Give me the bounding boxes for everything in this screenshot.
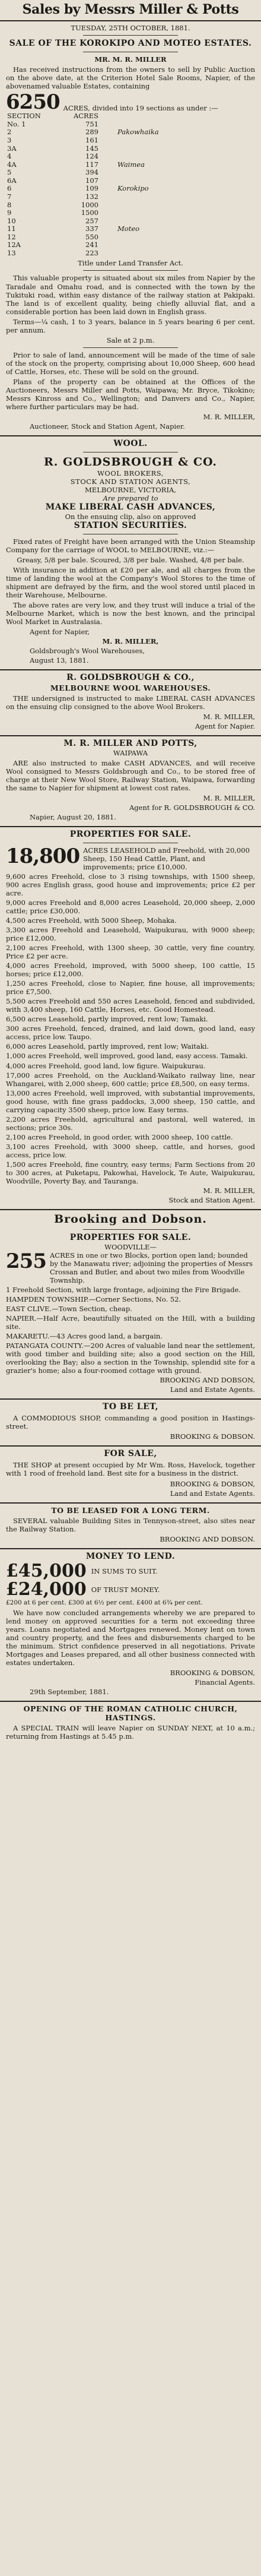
section-number: 11 bbox=[7, 224, 16, 233]
property-lot: 2,100 acres Freehold, in good order, with 2000 sheep, 100 cattle. bbox=[6, 1132, 233, 1141]
lease-body: SEVERAL valuable Building Sites in Tennyson-street, also sites near the Railway Station. bbox=[6, 1516, 255, 1533]
property-lot: 300 acres Freehold, fenced, drained, and laid down, good land, easy access, price low. Taupo. bbox=[6, 1024, 255, 1042]
firm-city: MELBOURNE, VICTORIA, bbox=[85, 486, 176, 495]
securities-text: STATION SECURITIES. bbox=[74, 521, 187, 531]
firm-sub1: WOOL BROKERS, bbox=[97, 469, 164, 477]
wool-heading: WOOL. bbox=[113, 438, 148, 448]
signature-name: M. R. MILLER, bbox=[203, 794, 255, 802]
property-lot: 3,100 acres Freehold, with 3000 sheep, cattle, and horses, good access, price low. bbox=[6, 1142, 255, 1159]
section-row bbox=[6, 161, 255, 169]
sale-heading: SALE OF THE KOROKIPO AND MOTEO ESTATES. bbox=[9, 39, 252, 49]
sale-time: Sale at 2 p.m. bbox=[106, 336, 155, 344]
church-body: A SPECIAL TRAIN will leave Napier on SUNDAY NEXT, at 10 a.m.; returning from Hastings at 5.45 p.m. bbox=[6, 1724, 255, 1741]
sale-body: Has received instructions from the owners to sell by Public Auction on the above date, at the Criterion Hotel Sale Rooms, Napier, of the abovenamed valuable Estates, containing bbox=[6, 65, 255, 91]
property-lot: 2,100 acres Freehold, with 1300 sheep, 30 cattle, very fine country. Price £2 per acre. bbox=[6, 944, 255, 961]
section-number: 3 bbox=[7, 136, 12, 145]
rates-note: The above rates are very low, and they trust will induce a trial of the Melbourne Market, which is now the best known, and the principal Wool Market in Australasia. bbox=[6, 601, 255, 626]
district-cell bbox=[100, 249, 255, 258]
section-row bbox=[6, 241, 255, 249]
signature-name: M. R. MILLER, bbox=[203, 1186, 255, 1195]
section-number: 6A bbox=[7, 176, 17, 185]
section-row bbox=[6, 137, 255, 145]
property-lot: EAST CLIVE.—Town Section, cheap. bbox=[6, 1305, 132, 1314]
property-lot: 2,200 acres Freehold, agricultural and pastoral, well watered, in sections; price 30s. bbox=[6, 1115, 255, 1132]
sale-terms: Terms—¼ cash, 1 to 3 years, balance in 5 years bearing 6 per cent. per annum. bbox=[6, 317, 255, 334]
signature-name: BROOKING AND DOBSON, bbox=[160, 1376, 255, 1385]
section-acres: 1500 bbox=[81, 208, 98, 217]
properties-for-sale-ad bbox=[0, 827, 261, 1210]
property-lot: 13,000 acres Freehold, well improved, with substantial improvements, good house, with fine grass paddocks, 3,000 sheep, 150 cattle, and carrying capacity 3500 sheep, price low. Easy terms. bbox=[6, 1088, 255, 1114]
section-row bbox=[6, 217, 255, 226]
section-acres: 132 bbox=[85, 192, 98, 201]
masthead-section bbox=[0, 0, 261, 21]
money-body: We have now concluded arrangements whereby we are prepared to lend money on approved securities for a term not exceeding three years. Loans negotiated and Mortgages renewed. Money lent on town and country property, and the fees and disbursements charged to be the minimum. Strict confidence preserved in all negotiations. Private Mortgages and Leases prepared, and all other business connected with estates undertaken. bbox=[6, 1608, 255, 1667]
district-name: Waimea bbox=[117, 160, 145, 169]
brooking-property-list bbox=[6, 1286, 255, 1375]
signature-name: BROOKING AND DOBSON. bbox=[160, 1534, 255, 1543]
section-row bbox=[6, 193, 255, 201]
section-row bbox=[6, 185, 255, 193]
col-section: SECTION bbox=[7, 112, 41, 121]
section-acres: 161 bbox=[85, 136, 98, 145]
section-acres: 117 bbox=[85, 160, 98, 169]
woodville-block bbox=[6, 1251, 255, 1284]
property-lot: 6,500 acres Leasehold, partly improved, rent low; Tamaki. bbox=[6, 1015, 208, 1024]
firm-name: R. GOLDSBROUGH & CO. bbox=[43, 455, 218, 469]
section-row bbox=[6, 209, 255, 217]
for-sale-shop-ad bbox=[0, 1447, 261, 1503]
properties-heading: PROPERTIES FOR SALE. bbox=[69, 830, 192, 840]
warehouse-heading: R. GOLDSBROUGH & CO., bbox=[66, 673, 195, 683]
acres-number: 6250 bbox=[6, 90, 60, 115]
miller-potts-heading: M. R. MILLER AND POTTS, bbox=[63, 738, 198, 748]
lease-heading: TO BE LEASED FOR A LONG TERM. bbox=[51, 1505, 210, 1515]
amount2-block bbox=[6, 1580, 255, 1599]
section-number: 8 bbox=[7, 200, 12, 209]
to-be-let-body: A COMMODIOUS SHOP, commanding a good position in Hastings-street. bbox=[6, 1414, 255, 1431]
prepared-text: Are prepared to bbox=[103, 494, 158, 503]
woodville-text: ACRES in one or two Blocks, portion open land; bounded by the Manawatu river; adjoining the properties of Messrs Crossan and Butler, and about two miles from Woodville Township. bbox=[49, 1251, 253, 1285]
signature-title: Auctioneer, Stock and Station Agent, Napier. bbox=[30, 422, 185, 431]
section-number: 10 bbox=[7, 216, 16, 225]
section-number: 2 bbox=[7, 128, 12, 137]
district-name: Korokipo bbox=[117, 184, 149, 193]
section-row bbox=[6, 121, 255, 129]
section-row bbox=[6, 128, 255, 137]
property-lot: 1 Freehold Section, with large frontage, adjoining the Fire Brigade. bbox=[6, 1286, 241, 1295]
agent-address: Goldsbrough's Wool Warehouses, bbox=[30, 647, 145, 656]
property-lot: 4,000 acres Freehold, good land, low figure. Waipukurau. bbox=[6, 1061, 206, 1070]
amount2-text: OF TRUST MONEY. bbox=[91, 1586, 160, 1594]
property-lot: 17,000 acres Freehold, on the Auckland-Waikato railway line, near Whangarei, with 2,000 sheep, 600 cattle; price £8,500, on easy terms. bbox=[6, 1071, 255, 1088]
acres-block bbox=[6, 90, 255, 115]
col-acres: ACRES bbox=[73, 112, 98, 121]
church-opening-ad bbox=[0, 1702, 261, 1746]
district-cell bbox=[100, 201, 255, 210]
firm-sub2: STOCK AND STATION AGENTS, bbox=[70, 477, 191, 486]
district-cell bbox=[100, 145, 255, 153]
lease-ad bbox=[0, 1504, 261, 1549]
district-cell bbox=[100, 153, 255, 161]
section-number: No. 1 bbox=[7, 119, 26, 128]
property-lot: 3,300 acres Freehold and Leasehold, Waipukurau, with 9000 sheep; price £12,000. bbox=[6, 926, 255, 943]
wool-brokers-ad bbox=[0, 436, 261, 671]
signature-name: M. R. MILLER, bbox=[203, 412, 255, 421]
signature-title: Land and Estate Agents. bbox=[170, 1385, 255, 1394]
brooking-properties-heading: PROPERTIES FOR SALE. bbox=[69, 1232, 192, 1242]
woodville-label: WOODVILLE— bbox=[104, 1243, 157, 1251]
district-cell bbox=[100, 193, 255, 201]
district-cell bbox=[100, 137, 255, 145]
property-lot: HAMPDEN TOWNSHIP.—Corner Sections, No. 52. bbox=[6, 1295, 182, 1304]
district-cell bbox=[100, 241, 255, 249]
section-number: 12A bbox=[7, 240, 21, 249]
agent-name: M. R. MILLER, bbox=[102, 637, 159, 646]
woodville-acres: 255 bbox=[6, 1249, 46, 1274]
property-lot: 5,500 acres Freehold and 550 acres Leasehold, fenced and subdivided, with 3,400 sheep, 160 Cattle, Horses, etc. Good Homestead. bbox=[6, 997, 255, 1014]
amount1: £45,000 bbox=[6, 1560, 87, 1581]
district-cell bbox=[100, 217, 255, 226]
section-acres: 241 bbox=[85, 240, 98, 249]
sections-table bbox=[6, 112, 255, 257]
miller-potts-sub: WAIPAWA bbox=[113, 748, 148, 757]
goldsbrough-warehouse-ad bbox=[0, 670, 261, 736]
agent-label: Agent for Napier, bbox=[30, 628, 90, 637]
section-acres: 257 bbox=[85, 216, 98, 225]
section-acres: 124 bbox=[85, 152, 98, 161]
district-name: Pakowhaika bbox=[117, 128, 159, 137]
amount1-block bbox=[6, 1562, 255, 1581]
district-cell bbox=[100, 177, 255, 185]
section-row bbox=[6, 153, 255, 161]
miller-potts-body: ARE also instructed to make CASH ADVANCES, and will receive Wool consigned to Messrs Goldsbrough and Co., to be stored free of charge at their New Wool Store, Railway Station, Waipawa, forwarding the same to Napier for shipment at lowest cost rates. bbox=[6, 758, 255, 792]
section-row bbox=[6, 201, 255, 210]
advance-text: MAKE LIBERAL CASH ADVANCES, bbox=[45, 502, 216, 512]
section-acres: 223 bbox=[85, 248, 98, 257]
amount2: £24,000 bbox=[6, 1579, 87, 1600]
section-number: 4 bbox=[7, 152, 12, 161]
amount1-text: IN SUMS TO SUIT. bbox=[91, 1567, 158, 1575]
section-acres: 109 bbox=[85, 184, 98, 193]
signature-title: Agent for Napier. bbox=[195, 721, 255, 730]
sale-date: TUESDAY, 25TH OCTOBER, 1881. bbox=[71, 24, 190, 33]
section-number: 6 bbox=[7, 184, 12, 193]
property-lot: PATANGATA COUNTY.—200 Acres of valuable land near the settlement, with good timber and building site; also a good section on the Hill, overlooking the Bay; also a section in the Township, splendid site for a grazier's home; also a four-roomed cottage with ground. bbox=[6, 1341, 255, 1375]
property-lot: 1,500 acres Freehold, fine country, easy terms; Farm Sections from 20 to 300 acres, at Puketapu, Pakowhai, Havelock, Te Aute, Waipukurau, Woodville, Poverty Bay, and Tauranga. bbox=[6, 1160, 255, 1185]
section-acres: 751 bbox=[85, 119, 98, 128]
property-lot: 9,600 acres Freehold, close to 3 rising townships, with 1500 sheep, 900 acres English grass, good house and improvements; price £2 per acre. bbox=[6, 872, 255, 898]
to-be-let-ad bbox=[0, 1400, 261, 1447]
section-acres: 550 bbox=[85, 232, 98, 241]
section-row bbox=[6, 225, 255, 233]
brooking-dobson-ad bbox=[0, 1210, 261, 1400]
for-sale-body: THE SHOP at present occupied by Mr Wm. Ross, Havelock, together with 1 rood of freehold land. Best site for a business in the district. bbox=[6, 1461, 255, 1478]
advance-sub: On the ensuing clip, also on approved bbox=[65, 512, 196, 521]
acres-text: ACRES, divided into 19 sections as under :— bbox=[63, 104, 218, 113]
district-cell bbox=[100, 169, 255, 177]
section-row bbox=[6, 233, 255, 242]
notice-date: Napier, August 20, 1881. bbox=[30, 813, 116, 822]
signature-title: Land and Estate Agents. bbox=[170, 1489, 255, 1498]
section-acres: 394 bbox=[85, 168, 98, 177]
auctioneer-name: MR. M. R. MILLER bbox=[94, 55, 167, 64]
freight-text: Fixed rates of Freight have been arranged with the Union Steamship Company for the carriage of WOOL to MELBOURNE, viz.:— bbox=[6, 537, 255, 555]
korokipo-sale-ad bbox=[0, 21, 261, 436]
property-lot: 6,000 acres Leasehold, partly improved, rent low; Waitaki. bbox=[6, 1042, 209, 1051]
section-acres: 107 bbox=[85, 176, 98, 185]
property-lot: 1,250 acres Freehold, close to Napier, fine house, all improvements; price £7,500. bbox=[6, 979, 255, 996]
miller-potts-ad bbox=[0, 736, 261, 827]
section-number: 4A bbox=[7, 160, 17, 169]
warehouse-sub: MELBOURNE WOOL WAREHOUSES. bbox=[50, 683, 211, 692]
divider bbox=[83, 270, 178, 271]
signature-title: Financial Agents. bbox=[195, 1678, 255, 1686]
estate-description: This valuable property is situated about six miles from Napier by the Taradale and Omahu road, and is connected with the town by the Tukituki road, within easy distance of the railway station at Pakipaki. The land is of excellent quality, being chiefly alluvial flat, and a considerable portion has been laid down in English grass. bbox=[6, 274, 255, 316]
plans-notice: Plans of the property can be obtained at the Offices of the Auctioneers, Messrs Miller and Potts, Waipawa; Mr. Bryce, Tikokino; Messrs Kinross and Co., Wellington; and Danvers and Co., Napier, where further particulars may be had. bbox=[6, 377, 255, 411]
money-heading: MONEY TO LEND. bbox=[85, 1551, 176, 1561]
section-number: 5 bbox=[7, 168, 12, 177]
divider bbox=[83, 347, 178, 348]
masthead-title: Sales by Messrs Miller & Potts bbox=[22, 2, 239, 17]
divider bbox=[83, 1229, 178, 1230]
church-heading: OPENING OF THE ROMAN CATHOLIC CHURCH, HASTINGS. bbox=[23, 1704, 238, 1723]
section-acres: 145 bbox=[85, 144, 98, 153]
property-lot: 4,000 acres Freehold, improved, with 5000 sheep, 100 cattle, 15 horses; price £12,000. bbox=[6, 961, 255, 979]
property-lot: 1,000 acres Freehold, well improved, good land, easy access. Tamaki. bbox=[6, 1052, 248, 1061]
to-be-let-heading: TO BE LET, bbox=[102, 1402, 159, 1412]
section-number: 9 bbox=[7, 208, 12, 217]
signature-name: BROOKING & DOBSON, bbox=[170, 1668, 255, 1677]
section-row bbox=[6, 169, 255, 177]
agent-date: August 13, 1881. bbox=[30, 656, 89, 665]
money-to-lend-ad bbox=[0, 1549, 261, 1702]
brooking-masthead: Brooking and Dobson. bbox=[54, 1212, 207, 1226]
divider bbox=[83, 35, 178, 36]
property-lot: 4,500 acres Freehold, with 5000 Sheep, Mohaka. bbox=[6, 916, 177, 925]
small-sums: £200 at 6 per cent. £300 at 6½ per cent. £400 at 6¾ per cent. bbox=[6, 1599, 203, 1606]
for-sale-heading: FOR SALE, bbox=[104, 1449, 157, 1459]
signature-name: BROOKING & DOBSON. bbox=[170, 1432, 255, 1441]
lead-text: ACRES LEASEHOLD and Freehold, with 20,000 Sheep, 150 Head Cattle, Plant, and improvements; price £10,000. bbox=[83, 846, 250, 872]
section-number: 7 bbox=[7, 192, 12, 201]
property-list bbox=[6, 872, 255, 1185]
section-number: 3A bbox=[7, 144, 17, 153]
lead-acres: 18,800 bbox=[6, 844, 80, 869]
signature-title: Agent for R. GOLDSBROUGH & CO. bbox=[129, 803, 255, 812]
district-cell bbox=[100, 209, 255, 217]
section-acres: 289 bbox=[85, 128, 98, 137]
section-row bbox=[6, 249, 255, 258]
signature-name: M. R. MILLER, bbox=[203, 712, 255, 721]
notice-date: 29th September, 1881. bbox=[30, 1687, 109, 1696]
property-lot: MAKARETU.—43 Acres good land, a bargain. bbox=[6, 1332, 163, 1341]
signature-name: BROOKING & DOBSON, bbox=[170, 1479, 255, 1488]
district-name: Moteo bbox=[117, 224, 140, 233]
freight-rates: Greasy, 5/8 per bale. Scoured, 3/8 per bale. Washed, 4/8 per bale. bbox=[17, 556, 244, 565]
section-row bbox=[6, 177, 255, 185]
district-cell bbox=[100, 121, 255, 129]
warehouse-body: THE undersigned is instructed to make LIBERAL CASH ADVANCES on the ensuing clip consigned to the above Wool Brokers. bbox=[6, 694, 255, 711]
section-acres: 1000 bbox=[81, 200, 98, 209]
title-note: Title under Land Transfer Act. bbox=[78, 259, 183, 268]
lead-property bbox=[6, 846, 255, 871]
stock-notice: Prior to sale of land, announcement will be made of the time of sale of the stock on the property, comprising about 10,000 Sheep, 600 head of Cattle, Horses, etc. These will be sold on the ground. bbox=[6, 350, 255, 376]
property-lot: 9,000 acres Freehold and 8,000 acres Leasehold, 20,000 sheep, 2,000 cattle; price £30,000. bbox=[6, 898, 255, 916]
insurance-text: With insurance in addition at £20 per ale, and all charges from the time of landing the wool at the Company's Wool Stores to the time of shipment are defrayed by the firm, and the wool stored until placed in their Warehouse, Melbourne. bbox=[6, 566, 255, 600]
property-lot: NAPIER.—Half Acre, beautifully situated on the Hill, with a building site. bbox=[6, 1314, 255, 1331]
district-cell bbox=[100, 233, 255, 242]
signature-title: Stock and Station Agent. bbox=[168, 1195, 255, 1204]
section-number: 13 bbox=[7, 248, 16, 257]
section-acres: 337 bbox=[85, 224, 98, 233]
section-number: 12 bbox=[7, 232, 16, 241]
section-row bbox=[6, 145, 255, 153]
